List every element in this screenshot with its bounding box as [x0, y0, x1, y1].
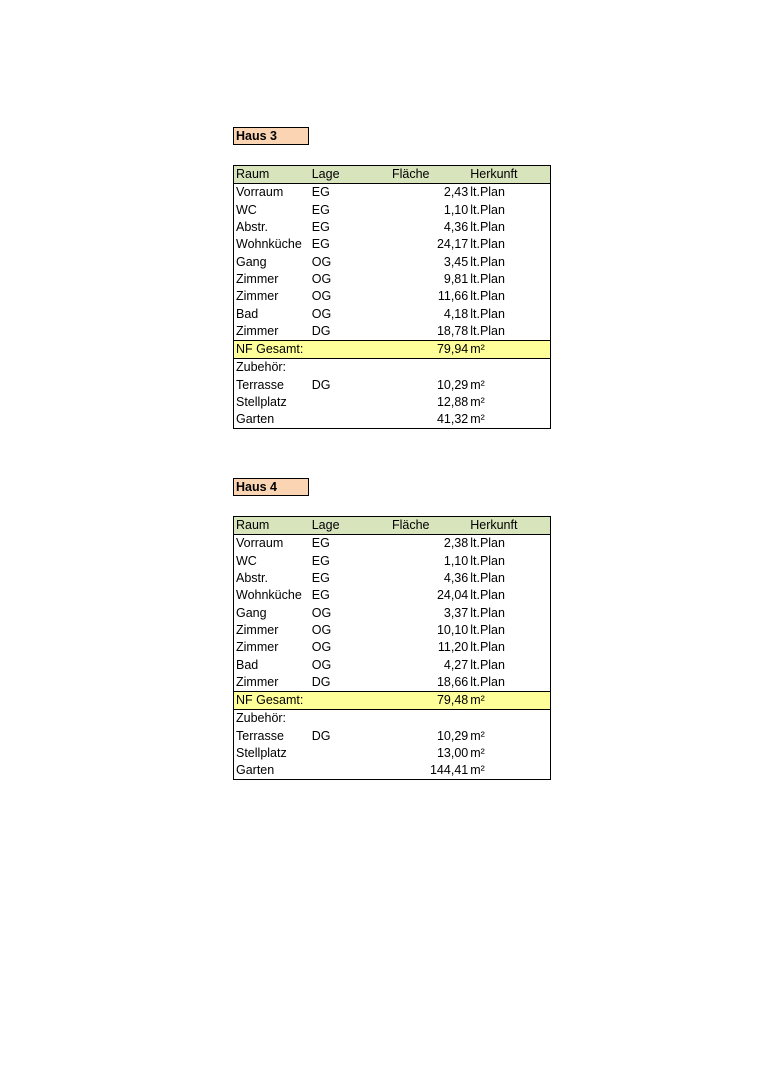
room-area: 1,10: [443, 553, 469, 568]
extra-area: 144,41: [429, 763, 469, 778]
extra-area: 13,00: [436, 746, 469, 760]
extra-row: [234, 728, 551, 745]
room-area: 4,36: [443, 571, 469, 586]
table-row: [234, 288, 551, 305]
extra-unit: m²: [470, 746, 485, 760]
table-row: [234, 587, 551, 604]
table-row: [234, 253, 551, 270]
room-level: OG: [311, 657, 332, 672]
extra-level: DG: [311, 728, 331, 743]
room-source: lt.Plan: [470, 323, 505, 338]
header-lage: Lage: [310, 517, 390, 535]
extras-heading-row: [234, 710, 551, 728]
extra-level: DG: [311, 377, 331, 392]
extra-unit: m²: [470, 377, 485, 392]
room-level: EG: [311, 202, 330, 217]
extra-level: [310, 762, 390, 780]
table-row: [234, 323, 551, 341]
room-name: Zimmer: [236, 289, 279, 304]
room-area: 24,17: [436, 237, 469, 252]
extras-heading-row: [234, 359, 551, 377]
extra-row: [234, 394, 551, 411]
extra-name: Garten: [236, 412, 275, 427]
room-name: Wohnküche: [236, 237, 302, 252]
header-herkunft: Herkunft: [468, 517, 550, 535]
room-level: EG: [311, 553, 330, 568]
room-level: OG: [311, 605, 332, 620]
room-name: WC: [236, 553, 257, 568]
area-table: [233, 516, 551, 780]
table-row: [234, 604, 551, 621]
header-flaeche: Fläche: [390, 517, 468, 535]
room-level: DG: [311, 674, 331, 689]
table-row: [234, 236, 551, 253]
total-row: [234, 691, 551, 709]
room-area: 2,43: [443, 185, 469, 200]
room-level: OG: [311, 271, 332, 286]
room-area: 24,04: [436, 588, 469, 603]
room-level: OG: [311, 254, 332, 269]
room-name: Abstr.: [236, 571, 268, 586]
room-source: lt.Plan: [470, 588, 505, 603]
extra-row: [234, 411, 551, 429]
room-area: 2,38: [443, 536, 469, 551]
room-source: lt.Plan: [470, 254, 505, 269]
extra-name: Terrasse: [236, 377, 284, 392]
room-level: EG: [311, 536, 330, 551]
room-level: OG: [311, 622, 332, 637]
room-area: 4,27: [443, 657, 469, 672]
room-source: lt.Plan: [470, 289, 505, 304]
room-area: 1,10: [443, 202, 469, 217]
header-row: [234, 517, 551, 535]
house-title: Haus 3: [233, 127, 309, 145]
room-source: lt.Plan: [470, 271, 505, 286]
room-name: WC: [236, 202, 257, 217]
extra-row: [234, 745, 551, 762]
room-level: EG: [311, 220, 330, 235]
room-name: Vorraum: [236, 185, 284, 200]
house-section-4: [233, 478, 551, 780]
room-name: Bad: [236, 657, 259, 672]
extra-name: Stellplatz: [236, 746, 287, 760]
table-row: [234, 622, 551, 639]
room-level: EG: [311, 588, 330, 603]
room-name: Zimmer: [236, 674, 279, 689]
room-source: lt.Plan: [470, 536, 505, 551]
table-row: [234, 570, 551, 587]
room-source: lt.Plan: [470, 640, 505, 655]
room-source: lt.Plan: [470, 202, 505, 217]
extra-area: 10,29: [436, 728, 469, 743]
table-row: [234, 553, 551, 570]
room-name: Zimmer: [236, 271, 279, 286]
table-row: [234, 639, 551, 656]
room-level: EG: [311, 185, 330, 200]
room-source: lt.Plan: [470, 674, 505, 689]
extra-row: [234, 762, 551, 780]
area-table: [233, 165, 551, 429]
table-row: [234, 535, 551, 553]
room-source: lt.Plan: [470, 622, 505, 637]
room-area: 11,66: [437, 289, 469, 304]
total-label: NF Gesamt:: [234, 691, 390, 709]
room-level: OG: [311, 640, 332, 655]
extra-unit: m²: [470, 412, 485, 427]
extra-level: [310, 411, 390, 429]
room-name: Vorraum: [236, 536, 284, 551]
table-row: [234, 656, 551, 673]
extra-unit: m²: [470, 395, 485, 409]
room-area: 3,45: [443, 254, 469, 269]
room-level: OG: [311, 306, 332, 321]
total-value: 79,48: [390, 691, 468, 709]
room-area: 11,20: [437, 640, 469, 655]
extras-label: Zubehör:: [236, 711, 287, 726]
room-source: lt.Plan: [470, 571, 505, 586]
room-area: 4,36: [443, 220, 469, 235]
header-row: [234, 166, 551, 184]
extras-label: Zubehör:: [236, 360, 287, 375]
room-area: 10,10: [436, 622, 469, 637]
total-unit: m²: [468, 691, 550, 709]
total-value: 79,94: [390, 340, 468, 358]
total-unit: m²: [468, 340, 550, 358]
table-row: [234, 219, 551, 236]
table-row: [234, 184, 551, 202]
room-source: lt.Plan: [470, 306, 505, 321]
room-source: lt.Plan: [470, 553, 505, 568]
extra-name: Garten: [236, 763, 275, 778]
header-lage: Lage: [310, 166, 390, 184]
table-row: [234, 271, 551, 288]
room-source: lt.Plan: [470, 605, 505, 620]
extra-level: [310, 745, 390, 762]
extra-name: Terrasse: [236, 728, 284, 743]
room-area: 18,78: [436, 323, 469, 338]
table-row: [234, 674, 551, 692]
room-level: OG: [311, 289, 332, 304]
total-row: [234, 340, 551, 358]
table-row: [234, 202, 551, 219]
extra-name: Stellplatz: [236, 395, 287, 409]
room-area: 4,18: [443, 306, 469, 321]
room-name: Wohnküche: [236, 588, 302, 603]
room-area: 3,37: [443, 605, 469, 620]
header-raum: Raum: [234, 517, 310, 535]
room-area: 18,66: [436, 674, 469, 689]
header-raum: Raum: [234, 166, 310, 184]
room-source: lt.Plan: [470, 220, 505, 235]
house-title: Haus 4: [233, 478, 309, 496]
room-name: Gang: [236, 254, 267, 269]
extra-area: 12,88: [436, 395, 469, 409]
room-level: DG: [311, 323, 331, 338]
total-label: NF Gesamt:: [234, 340, 390, 358]
extra-unit: m²: [470, 763, 485, 778]
room-source: lt.Plan: [470, 237, 505, 252]
room-level: EG: [311, 237, 330, 252]
table-row: [234, 305, 551, 322]
room-name: Zimmer: [236, 640, 279, 655]
room-name: Zimmer: [236, 622, 279, 637]
extra-area: 41,32: [436, 412, 469, 427]
room-name: Gang: [236, 605, 267, 620]
room-name: Bad: [236, 306, 259, 321]
extra-area: 10,29: [436, 377, 469, 392]
room-name: Zimmer: [236, 323, 279, 338]
house-section-3: [233, 127, 551, 429]
extra-unit: m²: [470, 728, 485, 743]
extra-level: [310, 394, 390, 411]
extra-row: [234, 377, 551, 394]
room-area: 9,81: [443, 271, 469, 286]
room-source: lt.Plan: [470, 185, 505, 200]
header-flaeche: Fläche: [390, 166, 468, 184]
header-herkunft: Herkunft: [468, 166, 550, 184]
room-source: lt.Plan: [470, 657, 505, 672]
room-level: EG: [311, 571, 330, 586]
room-name: Abstr.: [236, 220, 268, 235]
